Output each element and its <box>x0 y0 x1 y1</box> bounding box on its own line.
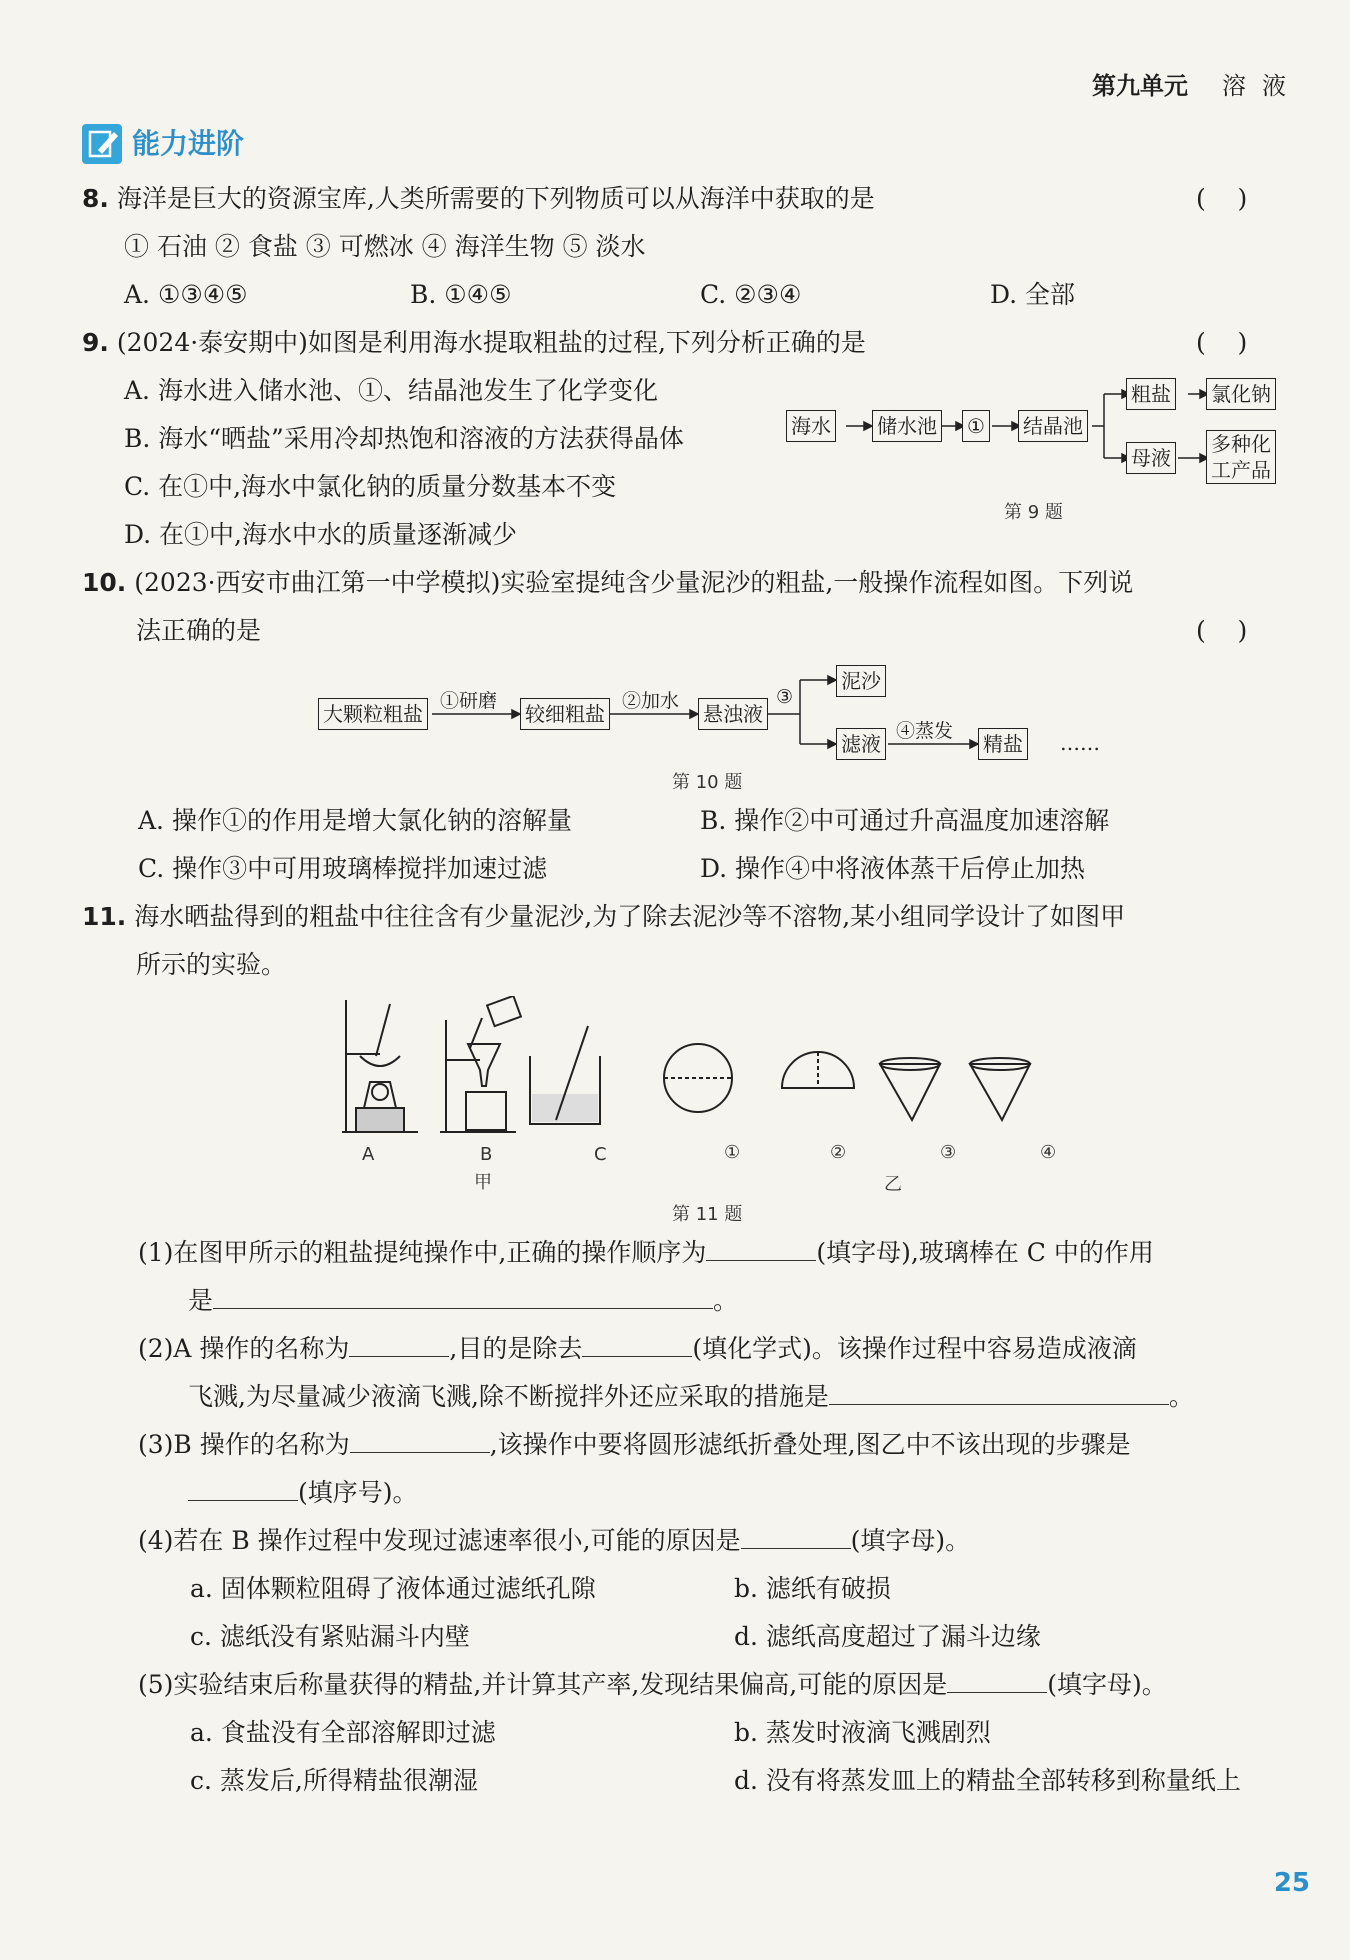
q11-p4-option-c: c. 滤纸没有紧贴漏斗内壁 <box>190 1622 470 1651</box>
q11-apparatus-figure <box>320 996 1080 1156</box>
q9-node-crystal-pool: 结晶池 <box>1018 410 1088 442</box>
q11-part5: (5)实验结束后称量获得的精盐,并计算其产率,发现结果偏高,可能的原因是 (填字母)。 <box>138 1670 1167 1699</box>
q10-stem: 10. (2023·西安市曲江第一中学模拟)实验室提纯含少量泥沙的粗盐,一般操作流程如图。下列说 <box>82 568 1134 597</box>
q10-step-grind: ①研磨 <box>440 690 498 712</box>
q10-answer-paren[interactable]: ( ) <box>1196 616 1248 645</box>
q11-caption: 第 11 题 <box>672 1204 743 1225</box>
q11-label-b: B <box>480 1144 493 1165</box>
q11-part1-cont: 是 。 <box>188 1286 739 1315</box>
q10-ellipsis: …… <box>1060 731 1100 755</box>
q11-p5-option-c: c. 蒸发后,所得精盐很潮湿 <box>190 1766 478 1795</box>
q11-p4-option-d: d. 滤纸高度超过了漏斗边缘 <box>734 1622 1041 1651</box>
q11-label-4: ④ <box>1040 1142 1057 1163</box>
q11-stem-cont: 所示的实验。 <box>136 950 287 979</box>
q10-caption: 第 10 题 <box>672 772 743 793</box>
q10-node-fine-salt: 较细粗盐 <box>520 698 610 730</box>
q11-label-yi: 乙 <box>884 1174 902 1195</box>
q11-label-1: ① <box>724 1142 741 1163</box>
q9-node-seawater: 海水 <box>786 410 836 442</box>
q11-blank-rod-role[interactable] <box>213 1284 713 1309</box>
q11-label-3: ③ <box>940 1142 957 1163</box>
section-title: 能力进阶 <box>132 127 245 160</box>
q10-option-b: B. 操作②中可通过升高温度加速溶解 <box>700 806 1110 835</box>
q9-option-b: B. 海水“晒盐”采用冷却热饱和溶液的方法获得晶体 <box>124 424 684 453</box>
pencil-icon <box>82 124 122 164</box>
q10-step-evaporate: ④蒸发 <box>896 720 954 742</box>
q9-node-reservoir: 储水池 <box>872 410 942 442</box>
q9-answer-paren[interactable]: ( ) <box>1196 328 1248 357</box>
q8-answer-paren[interactable]: ( ) <box>1196 184 1248 213</box>
q11-part3: (3)B 操作的名称为 ,该操作中要将圆形滤纸折叠处理,图乙中不该出现的步骤是 <box>138 1430 1131 1459</box>
q9-option-d: D. 在①中,海水中水的质量逐渐减少 <box>124 520 517 549</box>
q10-option-a: A. 操作①的作用是增大氯化钠的溶解量 <box>138 806 572 835</box>
q10-step-3: ③ <box>776 686 794 708</box>
q11-label-a: A <box>362 1144 375 1165</box>
q9-stem: 9. (2024·泰安期中)如图是利用海水提取粗盐的过程,下列分析正确的是 <box>82 328 866 357</box>
q11-blank-measure[interactable] <box>829 1380 1169 1405</box>
q9-node-chem-products: 多种化 工产品 <box>1206 430 1276 484</box>
q10-node-sediment: 泥沙 <box>836 665 886 697</box>
q11-blank-b-name[interactable] <box>350 1428 490 1453</box>
q11-part2-cont: 飞溅,为尽量减少液滴飞溅,除不断搅拌外还应采取的措施是 。 <box>188 1382 1194 1411</box>
q10-step-water: ②加水 <box>622 690 680 712</box>
q10-node-coarse-salt: 大颗粒粗盐 <box>318 698 428 730</box>
q11-p5-option-a: a. 食盐没有全部溶解即过滤 <box>190 1718 496 1747</box>
q8-option-d: D. 全部 <box>990 280 1076 309</box>
q8-option-c: C. ②③④ <box>700 280 802 309</box>
unit-title: 第九单元 <box>1092 72 1188 100</box>
page-number: 25 <box>1273 1868 1310 1898</box>
q11-blank-high-yield[interactable] <box>947 1668 1047 1693</box>
q11-part4: (4)若在 B 操作过程中发现过滤速率很小,可能的原因是 (填字母)。 <box>138 1526 971 1555</box>
q8-option-b: B. ①④⑤ <box>410 280 512 309</box>
q11-part1: (1)在图甲所示的粗盐提纯操作中,正确的操作顺序为 (填字母),玻璃棒在 C 中的作用 <box>138 1238 1154 1267</box>
q9-option-a: A. 海水进入储水池、①、结晶池发生了化学变化 <box>124 376 658 405</box>
q9-node-mother-liquor: 母液 <box>1126 442 1176 474</box>
q11-label-c: C <box>594 1144 607 1165</box>
q9-node-step1: ① <box>962 410 990 442</box>
topic-title: 溶液 <box>1222 72 1302 100</box>
q9-caption: 第 9 题 <box>1004 502 1063 523</box>
q10-node-filtrate: 滤液 <box>836 728 886 760</box>
q10-node-refined-salt: 精盐 <box>978 728 1028 760</box>
q11-blank-formula[interactable] <box>582 1332 692 1357</box>
q10-option-d: D. 操作④中将液体蒸干后停止加热 <box>700 854 1086 883</box>
q11-blank-slow-reason[interactable] <box>741 1524 851 1549</box>
q11-stem: 11. 海水晒盐得到的粗盐中往往含有少量泥沙,为了除去泥沙等不溶物,某小组同学设计了如图甲 <box>82 902 1126 931</box>
q8-items: ① 石油 ② 食盐 ③ 可燃冰 ④ 海洋生物 ⑤ 淡水 <box>124 232 646 261</box>
q11-blank-op-name[interactable] <box>349 1332 449 1357</box>
q11-p5-option-b: b. 蒸发时液滴飞溅剧烈 <box>734 1718 991 1747</box>
q10-option-c: C. 操作③中可用玻璃棒搅拌加速过滤 <box>138 854 548 883</box>
q9-node-nacl: 氯化钠 <box>1206 378 1276 410</box>
q11-p4-option-a: a. 固体颗粒阻碍了液体通过滤纸孔隙 <box>190 1574 596 1603</box>
q10-stem-cont: 法正确的是 <box>136 616 262 645</box>
q11-p4-option-b: b. 滤纸有破损 <box>734 1574 891 1603</box>
q10-node-suspension: 悬浊液 <box>698 698 768 730</box>
q11-blank-order[interactable] <box>706 1236 816 1261</box>
q11-part2: (2)A 操作的名称为 ,目的是除去 (填化学式)。该操作过程中容易造成液滴 <box>138 1334 1137 1363</box>
q11-p5-option-d: d. 没有将蒸发皿上的精盐全部转移到称量纸上 <box>734 1766 1241 1795</box>
q11-label-2: ② <box>830 1142 847 1163</box>
q11-part3-cont: (填序号)。 <box>188 1476 418 1510</box>
q8-stem: 8. 海洋是巨大的资源宝库,人类所需要的下列物质可以从海洋中获取的是 <box>82 184 875 213</box>
q8-option-a: A. ①③④⑤ <box>124 280 248 309</box>
q11-label-jia: 甲 <box>474 1172 492 1193</box>
q9-option-c: C. 在①中,海水中氯化钠的质量分数基本不变 <box>124 472 617 501</box>
q9-node-crude-salt: 粗盐 <box>1126 378 1176 410</box>
q11-blank-step[interactable] <box>188 1476 298 1501</box>
